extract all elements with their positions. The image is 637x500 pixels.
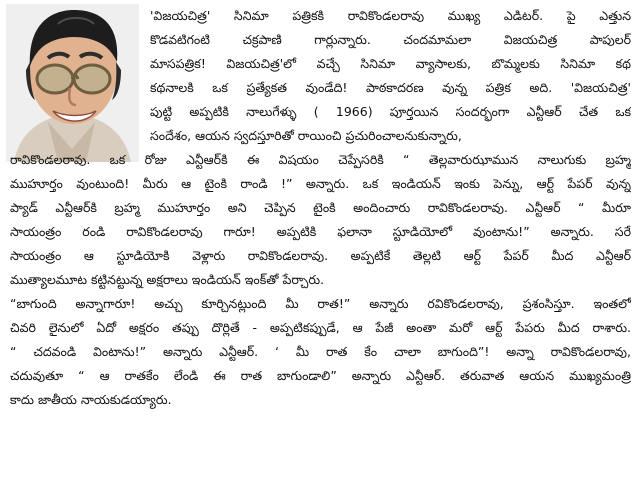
article-line-13: “బాగుంది అన్నాగారూ! అచ్చు కూర్చినట్లుంది మీ రాత!” అన్నారు రవికొండలరావు, ప్రశంసిస్తూ. ఇంతలో bbox=[10, 296, 631, 311]
article-line-12: ముత్యాలమూట కట్టినట్టున్న అక్షరాలు ఇండియన్ ఇంక్‌తో పేర్చారు. bbox=[10, 272, 325, 287]
article-line-2: కొడవటిగంటి చక్రపాణి గార్లున్నారు. చందమామలా విజయచిత్ర పాపులర్ bbox=[150, 32, 631, 47]
article-line-14: చివరి లైనులో ఏదో అక్షరం తప్పు దొర్లితే - అప్పటికప్పుడే, ఆ పేజీ అంతా మరో ఆర్ట్ పేపరు మీద రాశారు. bbox=[10, 320, 631, 335]
article-line-17: కాదు జాతీయ నాయకుడయ్యారు. bbox=[10, 392, 172, 407]
article-line-5: పుట్టి అప్పటికి నాలుగేళ్ళు ( 1966) పూర్తయిన సందర్భంగా ఎన్టీఆర్ చేత ఒక bbox=[150, 104, 631, 119]
article-line-9: ప్యాడ్ ఎన్టీఆర్‌కి బ్రహ్మ ముహూర్తం అని చెప్పిన టైంకి అందించారు రావికొండలరావు. ఎన్టీఆర్ “ మీరూ bbox=[10, 200, 631, 215]
article-line-6: సందేశం, ఆయన స్వదస్తూరితో రాయించి ప్రచురించాలనుకున్నారు, bbox=[150, 128, 462, 143]
article-line-8: ముహూర్తం వుంటుంది! మీరు ఆ టైంకి రాండి !” అన్నారు. ఒక ఇండియన్ ఇంకు పెన్ను, ఆర్ట్ పేపర్ వున్న bbox=[10, 176, 631, 191]
article-line-10: సాయంత్రం రండి రావికొండలరావు గారూ! అప్పటికి ఫలానా స్టూడియోలో వుంటాను!” అన్నారు. సరే bbox=[10, 224, 631, 239]
article-line-1: 'విజయచిత్ర' సినిమా పత్రికకి రావికొండలరావు ముఖ్య ఎడిటర్. పై ఎత్తున bbox=[150, 8, 631, 23]
article-line-7: రావికొండలరావు. ఒక రోజు ఎన్టీఆర్‌కి ఈ విషయం చెప్పేసరికి “ తెల్లవారుఝామున నాలుగుకు బ్రహ్మ bbox=[10, 152, 631, 167]
article-line-15: “ చదవండి వింటాను!” అన్నారు ఎన్టీఆర్. ‘ మీ రాత కేం చాలా బాగుంది”! అన్నా రావికొండలరావు, bbox=[10, 344, 631, 359]
article-line-3: మాసపత్రిక! విజయచిత్ర'లో వచ్చే సినిమా వ్యాసాలకు, బొమ్మలకు సినిమా కథ bbox=[150, 56, 631, 71]
article-line-11: సాయంత్రం ఆ స్టూడియోకి వెళ్లారు రావికొండలరావు. అప్పటికే తెల్లటి ఆర్ట్ పేపర్ మీద ఎన్టీఆర్ bbox=[10, 248, 631, 263]
article-body bbox=[0, 4, 637, 498]
article-line-16: చదువుతూ “ ఆ రాతకేం లేండి ఈ రాత బాగుండాలి” అన్నారు ఎన్టీఆర్. తరువాత ఆయన ముఖ్యమంత్రి bbox=[10, 368, 631, 383]
article-line-4: కథనాలకి ఒక ప్రత్యేకత వుండేది! పాఠకాదరణ వున్న పత్రిక అది. 'విజయచిత్ర' bbox=[150, 80, 631, 95]
